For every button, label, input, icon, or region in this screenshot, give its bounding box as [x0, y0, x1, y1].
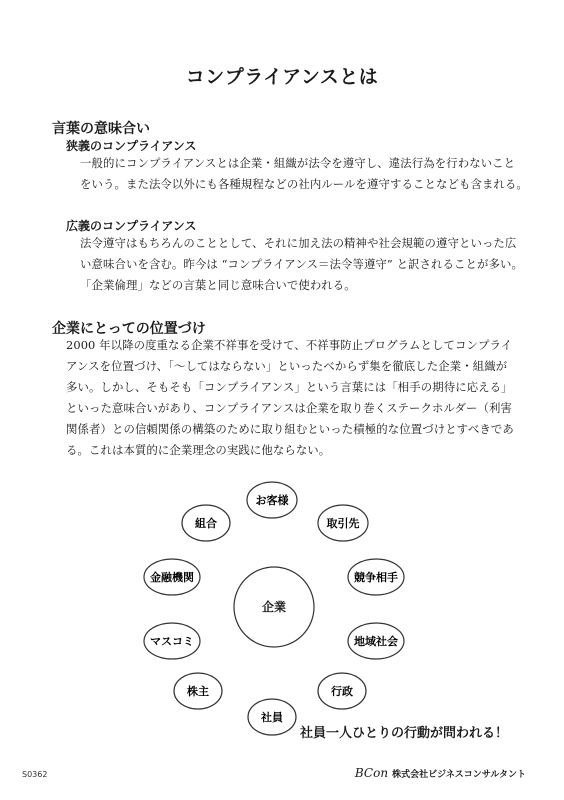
page-title: コンプライアンスとは [185, 66, 379, 88]
stakeholder-node [144, 559, 200, 595]
text-line: 「企業倫理」などの言葉と同じ意味合いで使われる。 [80, 278, 356, 292]
stakeholder-node [182, 505, 230, 541]
stakeholder-label: 組合 [195, 517, 217, 530]
subheading-narrow-compliance: 狭義のコンプライアンス [66, 139, 197, 153]
stakeholder-label: 行政 [331, 685, 353, 698]
stakeholder-node [348, 623, 404, 659]
paragraph-positioning [66, 335, 514, 461]
company-logo [355, 766, 526, 780]
text-line: 一般的にコンプライアンスとは企業・組織が法令を遵守し、違法行為を行わないこと [80, 156, 516, 170]
stakeholder-label: 取引先 [326, 517, 360, 530]
text-line: い意味合いを含む。昨今は “コンプライアンス＝法令等遵守” と訳されることが多い。 [80, 257, 523, 271]
stakeholder-node [144, 623, 200, 659]
stakeholder-label: 社員 [261, 711, 283, 724]
paragraph-narrow-compliance [80, 153, 528, 195]
stakeholder-label: マスコミ [150, 635, 194, 648]
bcon-logo-mark: BCon [354, 766, 389, 780]
document-code: S0362 [22, 770, 48, 779]
section-heading-positioning: 企業にとっての位置づけ [52, 321, 206, 337]
stakeholder-diagram [0, 470, 564, 750]
stakeholder-node [248, 699, 296, 735]
text-line: といった意味合いがあり、コンプライアンスは企業を取り巻くステークホルダー（利害 [66, 401, 512, 415]
text-line: 多い。しかし、そもそも「コンプライアンス」という言葉には「相手の期待に応える」 [66, 380, 513, 394]
stakeholder-node [348, 559, 404, 595]
section-heading-meaning: 言葉の意味合い [52, 121, 150, 137]
stakeholder-label: 金融機関 [150, 571, 194, 584]
tagline: 社員一人ひとりの行動が問われる！ [300, 726, 509, 741]
stakeholder-label: 株主 [187, 685, 209, 698]
text-line: アンスを位置づけ、「～してはならない」といったべからず集を徹底した企業・組織が [66, 359, 508, 373]
stakeholder-node [318, 505, 368, 541]
text-line: 法令遵守はもちろんのこととして、それに加え法の精神や社会規範の遵守といった広 [80, 236, 517, 250]
stakeholder-node [247, 482, 297, 518]
stakeholder-label: お客様 [255, 494, 289, 507]
text-line: 関係者）との信頼関係の構築のために取り組むといった積極的な位置づけとすべきであ [66, 422, 514, 436]
subheading-broad-compliance: 広義のコンプライアンス [66, 219, 197, 233]
paragraph-broad-compliance [80, 233, 523, 296]
text-line: をいう。また法令以外にも各種規程などの社内ルールを遵守することなども含まれる。 [80, 177, 528, 191]
stakeholder-node [174, 673, 222, 709]
text-line: る。これは本質的に企業理念の実践に他ならない。 [66, 443, 331, 457]
text-line: 2000 年以降の度重なる企業不祥事を受けて、不祥事防止プログラムとしてコンプライ [66, 338, 513, 352]
stakeholder-node [318, 673, 366, 709]
stakeholder-label: 競争相手 [354, 571, 398, 584]
stakeholder-label: 地域社会 [354, 635, 398, 648]
center-label: 企業 [261, 600, 287, 614]
company-name: 株式会社ビジネスコンサルタント [392, 770, 526, 780]
